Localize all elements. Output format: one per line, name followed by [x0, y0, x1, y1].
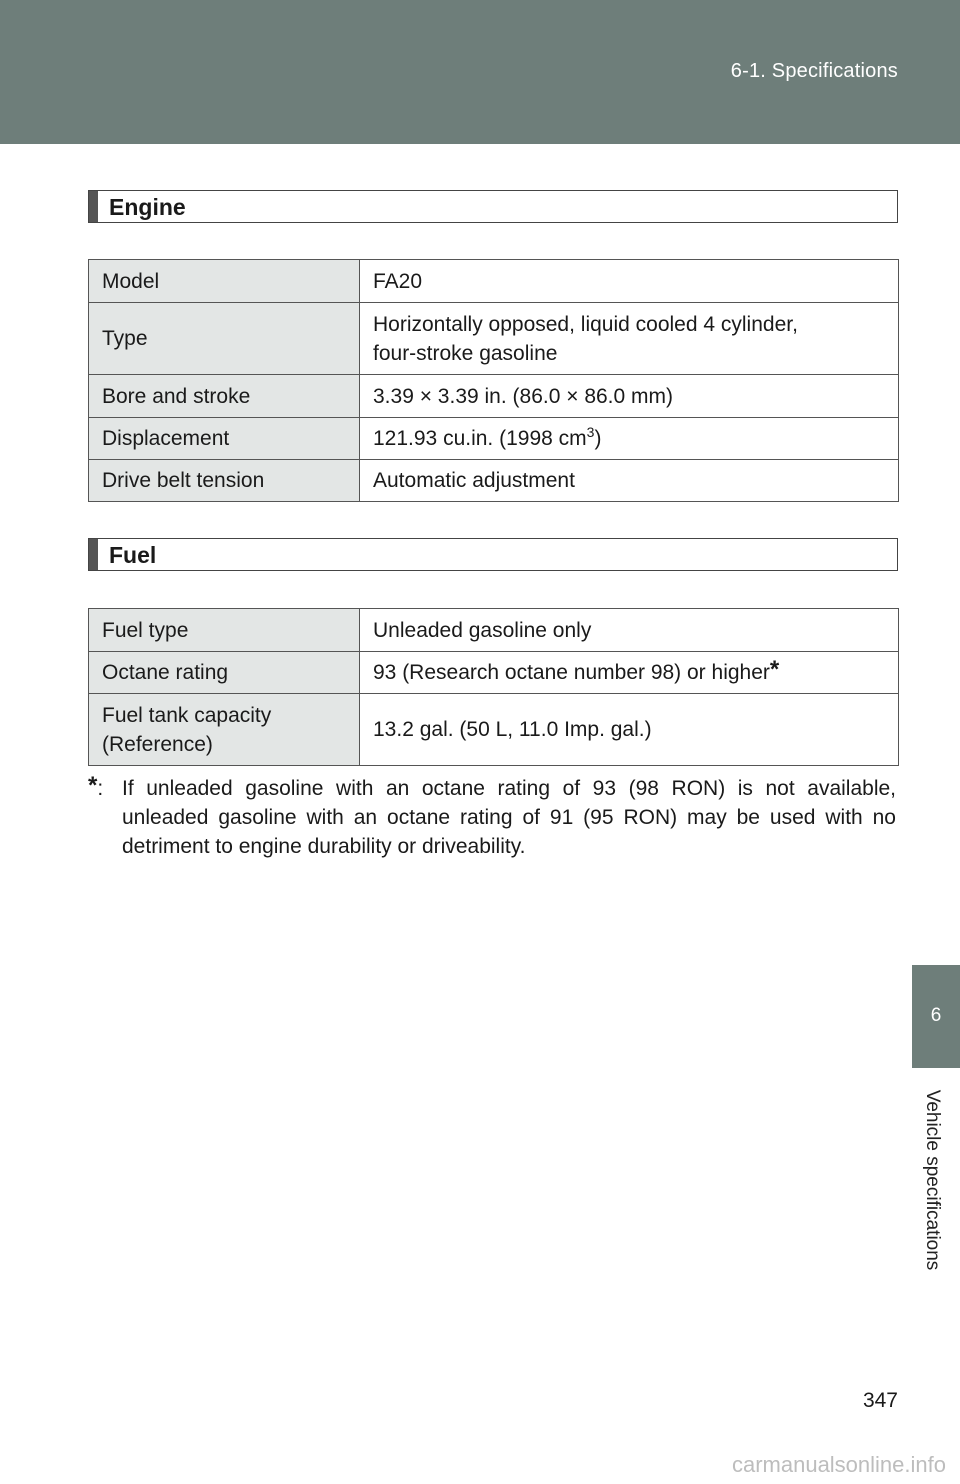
- footnote-marker: *: [769, 656, 780, 683]
- engine-heading: [88, 190, 898, 223]
- table-row: [89, 375, 899, 418]
- row-label: Bore and stroke: [89, 375, 360, 418]
- row-label: Model: [89, 260, 360, 303]
- row-value: FA20: [360, 260, 899, 303]
- table-row: [89, 652, 899, 694]
- fuel-heading: [88, 538, 898, 571]
- chapter-label: Vehicle specifications: [922, 1089, 943, 1271]
- row-value: [360, 303, 899, 375]
- footnote: [88, 774, 896, 861]
- octane-value: 93 (Research octane number 98) or higher: [373, 661, 770, 684]
- page-number: 347: [862, 1389, 898, 1412]
- page-header: [0, 0, 960, 144]
- row-label: [89, 694, 360, 766]
- row-value-line: four-stroke gasoline: [373, 341, 558, 365]
- row-value: [360, 418, 899, 460]
- table-row: [89, 303, 899, 375]
- row-value-line: Horizontally opposed, liquid cooled 4 cylinder,: [373, 312, 798, 336]
- row-value: Automatic adjustment: [360, 460, 899, 502]
- chapter-number: 6: [930, 1005, 942, 1026]
- engine-spec-table: [88, 259, 899, 502]
- row-label-line: (Reference): [102, 732, 213, 756]
- row-value: 13.2 gal. (50 L, 11.0 Imp. gal.): [360, 694, 899, 766]
- table-row: [89, 418, 899, 460]
- row-value: Unleaded gasoline only: [360, 609, 899, 652]
- row-value: 3.39 × 3.39 in. (86.0 × 86.0 mm): [360, 375, 899, 418]
- fuel-heading-title: Fuel: [109, 542, 157, 568]
- footnote-mark: *:: [88, 772, 104, 800]
- row-label: Octane rating: [89, 652, 360, 694]
- table-row: [89, 260, 899, 303]
- row-label-line: Fuel tank capacity: [102, 703, 272, 727]
- row-label: Fuel type: [89, 609, 360, 652]
- chapter-tab[interactable]: [912, 965, 960, 1068]
- displacement-suffix: ): [594, 427, 602, 450]
- displacement-value: 121.93 cu.in. (1998 cm: [373, 427, 587, 450]
- section-title: 6-1. Specifications: [730, 60, 898, 82]
- row-value: [360, 652, 899, 694]
- fuel-spec-table: [88, 608, 899, 766]
- watermark: carmanualsonline.info: [731, 1452, 946, 1477]
- heading-bar: [89, 539, 98, 570]
- heading-bar: [89, 191, 98, 222]
- superscript: 3: [586, 424, 595, 440]
- row-label: Displacement: [89, 418, 360, 460]
- table-row: [89, 609, 899, 652]
- engine-heading-title: Engine: [109, 194, 186, 220]
- table-row: [89, 460, 899, 502]
- table-row: [89, 694, 899, 766]
- footnote-text: If unleaded gasoline with an octane rating of 93 (98 RON) is not available, unleaded gasoline with an octane rating of 91 (95 RON) may be used with no detriment to engine durability or driveability.: [122, 777, 896, 858]
- row-label: Type: [89, 303, 360, 375]
- row-label: Drive belt tension: [89, 460, 360, 502]
